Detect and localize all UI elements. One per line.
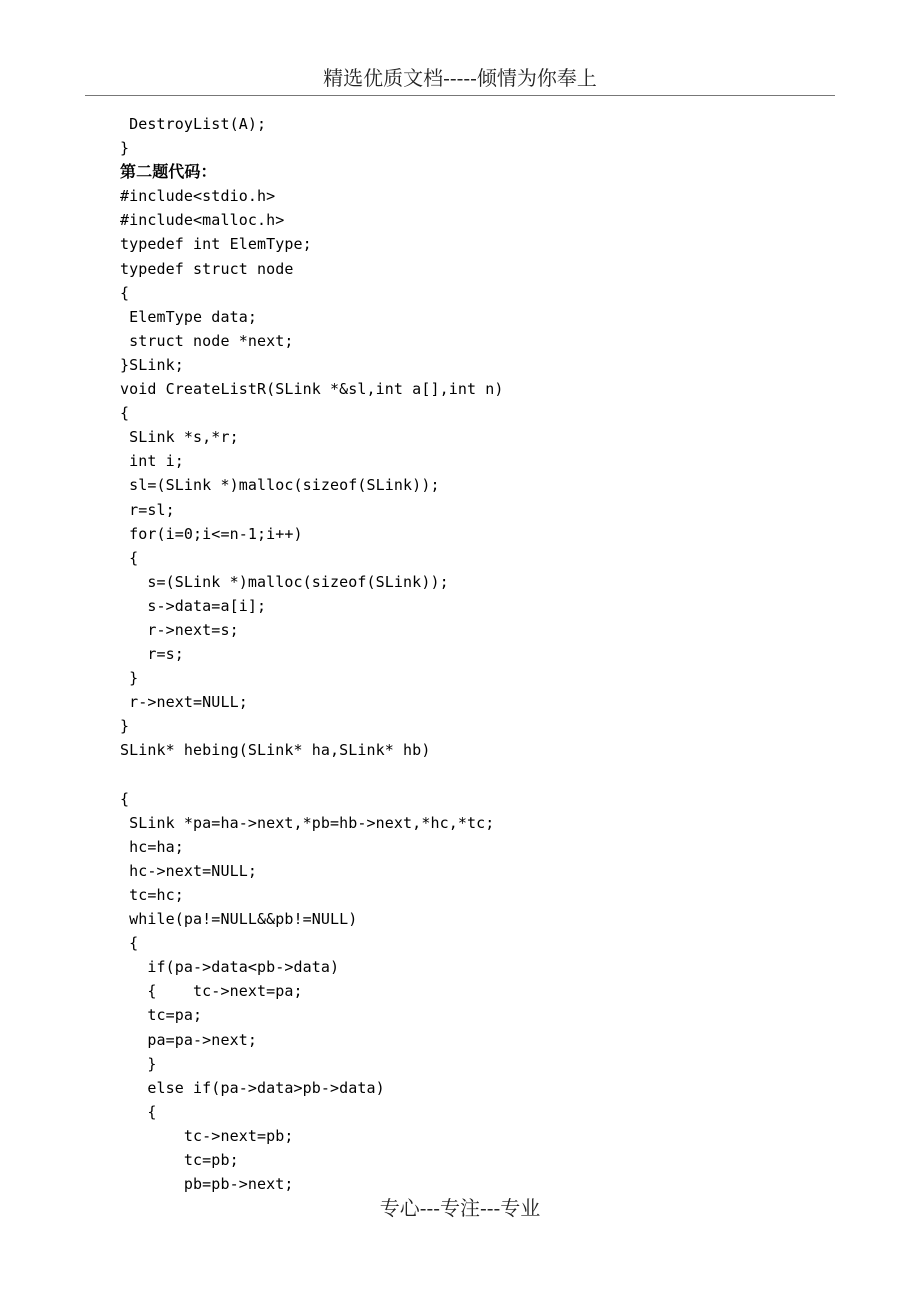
- section-heading: 第二题代码：: [120, 162, 217, 182]
- code-line: pa=pa->next;: [120, 1030, 257, 1049]
- code-line: pb=pb->next;: [120, 1175, 294, 1194]
- code-line: }: [120, 1054, 157, 1073]
- code-line: r=s;: [120, 645, 184, 664]
- code-line: s->data=a[i];: [120, 596, 267, 615]
- code-line: {: [120, 283, 130, 302]
- code-line: typedef int ElemType;: [120, 235, 312, 254]
- code-line: {: [120, 548, 139, 567]
- code-line: tc=hc;: [120, 886, 184, 904]
- code-line: {: [120, 789, 130, 808]
- code-line: tc=pa;: [120, 1006, 203, 1025]
- code-line: hc=ha;: [120, 837, 184, 856]
- code-line: hc->next=NULL;: [120, 861, 257, 880]
- code-line: tc->next=pb;: [120, 1126, 294, 1145]
- code-line: sl=(SLink *)malloc(sizeof(SLink));: [120, 476, 440, 495]
- code-line: { tc->next=pa;: [120, 982, 303, 1001]
- code-line: {: [120, 1102, 157, 1121]
- page-header: 精选优质文档-----倾情为你奉上: [323, 66, 597, 90]
- page-footer: 专心---专注---专业: [379, 1196, 541, 1220]
- code-line: }: [120, 669, 139, 688]
- code-line: int i;: [120, 452, 184, 471]
- code-line: r=sl;: [120, 500, 175, 519]
- code-line: }: [120, 717, 130, 736]
- code-line: s=(SLink *)malloc(sizeof(SLink));: [120, 572, 449, 591]
- code-line: DestroyList(A);: [120, 115, 267, 133]
- code-line: struct node *next;: [120, 331, 294, 350]
- code-line: ElemType data;: [120, 307, 257, 326]
- code-line: #include<malloc.h>: [120, 211, 285, 230]
- code-line: while(pa!=NULL&&pb!=NULL): [120, 910, 358, 929]
- code-block: [120, 112, 504, 1196]
- code-line: void CreateListR(SLink *&sl,int a[],int n): [120, 380, 504, 399]
- code-line: if(pa->data<pb->data): [120, 958, 340, 977]
- code-line: }SLink;: [120, 355, 184, 374]
- code-line: SLink *pa=ha->next,*pb=hb->next,*hc,*tc;: [120, 813, 495, 832]
- code-line: }: [120, 139, 130, 158]
- code-line: SLink *s,*r;: [120, 428, 239, 447]
- code-line: tc=pb;: [120, 1151, 239, 1170]
- code-line: {: [120, 404, 130, 423]
- code-line-blank: [120, 763, 504, 787]
- code-line: else if(pa->data>pb->data): [120, 1078, 385, 1097]
- code-line: typedef struct node: [120, 259, 294, 278]
- code-line: {: [120, 934, 139, 953]
- code-line: r->next=NULL;: [120, 693, 248, 712]
- code-line: r->next=s;: [120, 620, 239, 639]
- code-line: for(i=0;i<=n-1;i++): [120, 524, 303, 543]
- header-divider: [85, 95, 835, 96]
- code-line: #include<stdio.h>: [120, 187, 276, 206]
- code-line: SLink* hebing(SLink* ha,SLink* hb): [120, 741, 431, 760]
